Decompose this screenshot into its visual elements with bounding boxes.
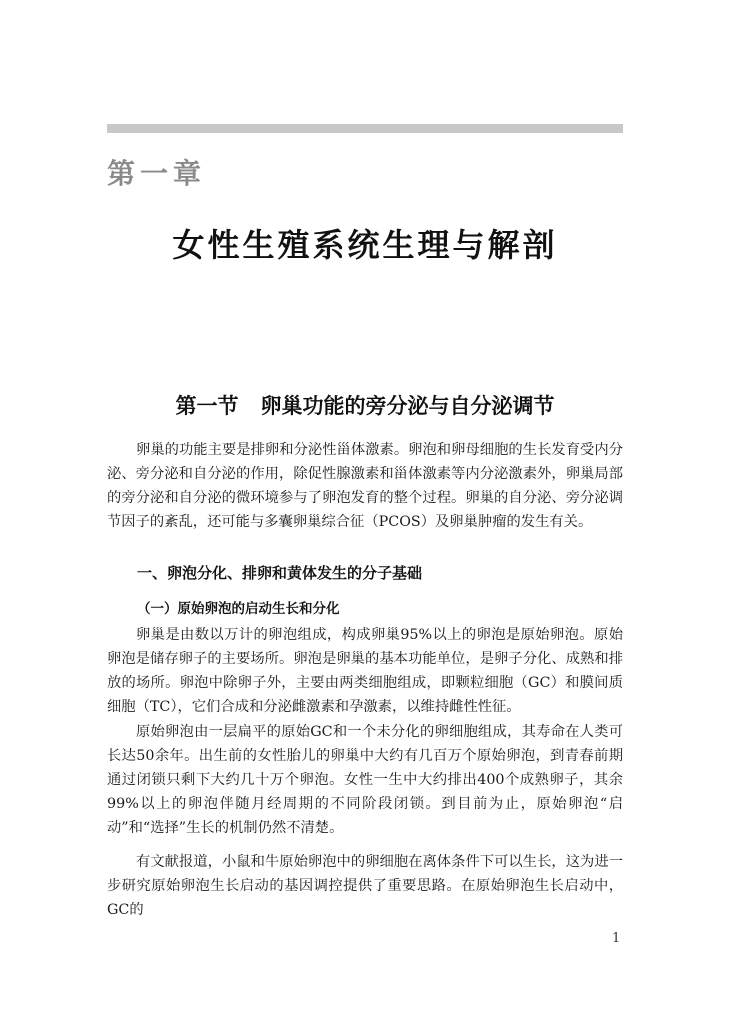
body-paragraph-3: 有文献报道，小鼠和牛原始卵泡中的卵细胞在离体条件下可以生长，这为进一步研究原始卵泡生长启动的基因调控提供了重要思路。在原始卵泡生长启动中，GC的 xyxy=(107,854,623,918)
subsection-heading: 一、卵泡分化、排卵和黄体发生的分子基础 xyxy=(137,564,423,582)
chapter-label: 第一章 xyxy=(107,157,207,190)
page-number: 1 xyxy=(612,931,621,946)
body-paragraph-2: 原始卵泡由一层扁平的原始GC和一个未分化的卵细胞组成，其寿命在人类可长达50余年。出生前的女性胎儿的卵巢中大约有几百万个原始卵泡，到青春前期通过闭锁只剩下大约几十万个卵泡。女性一生中大约排出400个成熟卵子，其余99%以上的卵泡伴随月经周期的不同阶段闭锁。到目前为止，原始卵泡“启动”和“选择”生长的机制仍然不清楚。 xyxy=(107,724,623,836)
chapter-top-rule xyxy=(107,124,623,133)
section-title: 卵巢功能的旁分泌与自分泌调节 xyxy=(260,393,555,418)
chapter-title: 女性生殖系统生理与解剖 xyxy=(172,226,558,264)
body-paragraph-1: 卵巢是由数以万计的卵泡组成，构成卵巢95%以上的卵泡是原始卵泡。原始卵泡是储存卵子的主要场所。卵泡是卵巢的基本功能单位，是卵子分化、成熟和排放的场所。卵泡中除卵子外，主要由两类细胞组成，即颗粒细胞（GC）和膜间质细胞（TC），它们合成和分泌雌激素和孕激素，以维持雌性性征。 xyxy=(107,627,623,715)
subsubsection-heading: （一）原始卵泡的启动生长和分化 xyxy=(137,601,340,617)
section-number: 第一节 xyxy=(175,393,239,418)
section-heading xyxy=(0,390,730,420)
intro-paragraph: 卵巢的功能主要是排卵和分泌性甾体激素。卵泡和卵母细胞的生长发育受内分泌、旁分泌和自分泌的作用，除促性腺激素和甾体激素等内分泌激素外，卵巢局部的旁分泌和自分泌的微环境参与了卵泡发育的整个过程。卵巢的自分泌、旁分泌调节因子的紊乱，还可能与多囊卵巢综合征（PCOS）及卵巢肿瘤的发生有关。 xyxy=(107,442,623,530)
